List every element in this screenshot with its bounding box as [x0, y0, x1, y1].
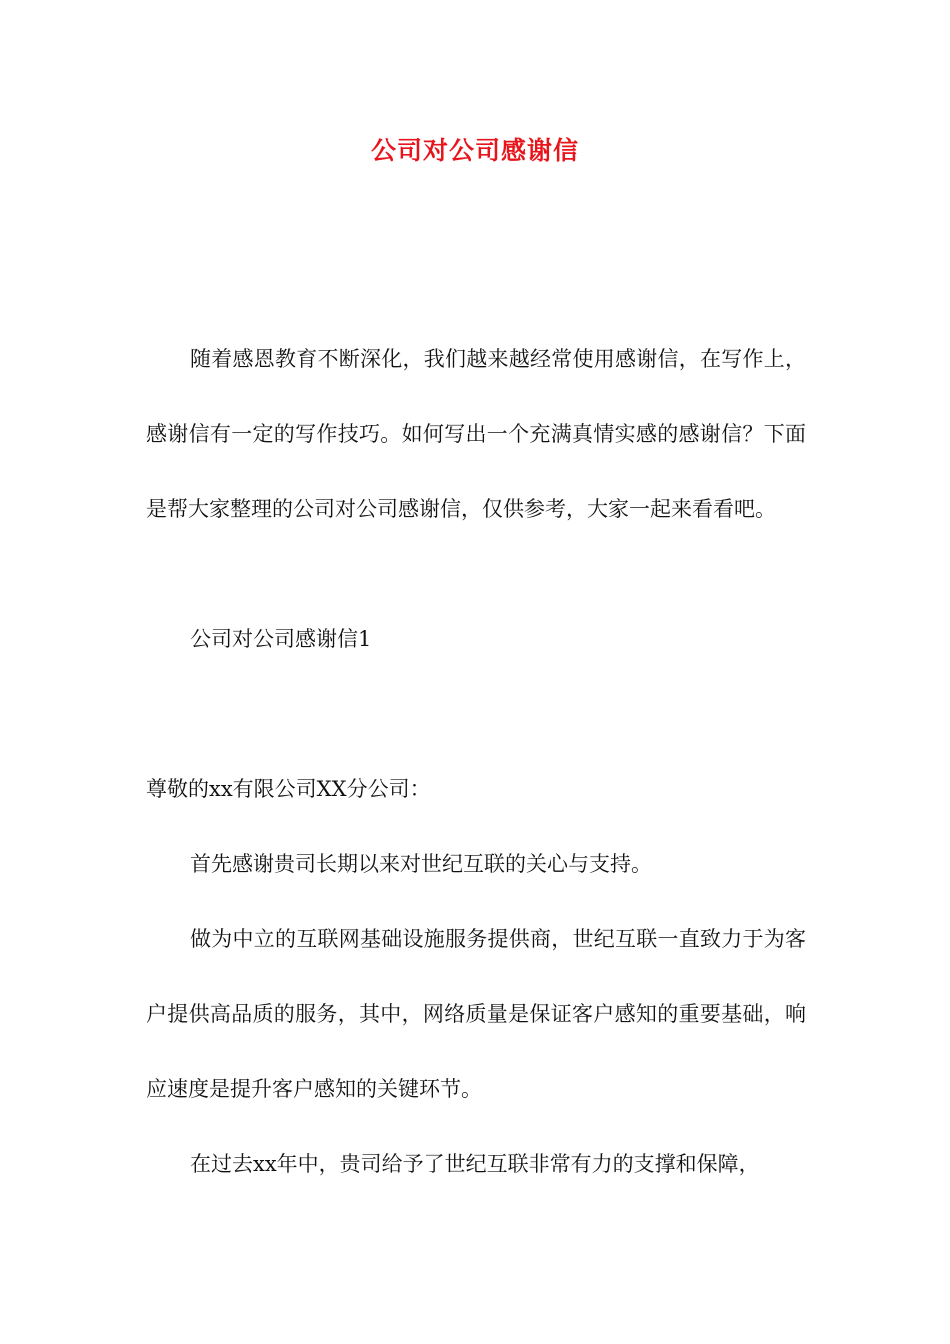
section-heading: 公司对公司感谢信1: [190, 627, 372, 651]
paragraph-3: 在过去xx年中，贵司给予了世纪互联非常有力的支撑和保障，: [190, 1152, 760, 1176]
document-title: 公司对公司感谢信: [370, 136, 579, 165]
salutation: 尊敬的xx有限公司XX分公司：: [146, 777, 431, 801]
paragraph-1: 首先感谢贵司长期以来对世纪互联的关心与支持。: [190, 852, 652, 876]
intro-paragraph: 随着感恩教育不断深化，我们越来越经常使用感谢信，在写作上，感谢信有一定的写作技巧。如何写出一个充满真情实感的感谢信？下面是帮大家整理的公司对公司感谢信，仅供参考，大家一起来看看吧。: [146, 347, 806, 521]
paragraph-2: 做为中立的互联网基础设施服务提供商，世纪互联一直致力于为客户提供高品质的服务，其中，网络质量是保证客户感知的重要基础，响应速度是提升客户感知的关键环节。: [146, 927, 806, 1101]
